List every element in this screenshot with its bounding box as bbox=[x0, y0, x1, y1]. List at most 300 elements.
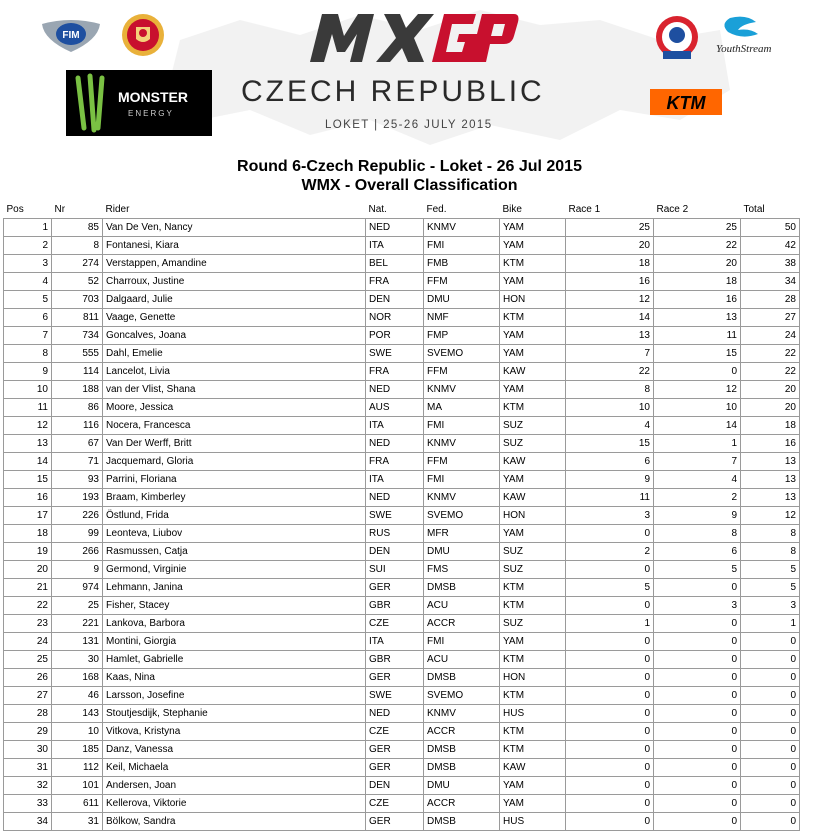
table-row bbox=[4, 795, 800, 813]
cell-nr: 30 bbox=[52, 651, 103, 669]
cell-nr: 85 bbox=[52, 219, 103, 237]
cell-nat: ITA bbox=[366, 633, 424, 651]
cell-pos: 34 bbox=[4, 813, 52, 831]
cell-fed: KNMV bbox=[424, 705, 500, 723]
cell-rider: Parrini, Floriana bbox=[103, 471, 366, 489]
cell-total: 8 bbox=[741, 525, 800, 543]
table-row bbox=[4, 741, 800, 759]
cell-nat: FRA bbox=[366, 363, 424, 381]
cell-nat: RUS bbox=[366, 525, 424, 543]
cell-rider: Nocera, Francesca bbox=[103, 417, 366, 435]
cell-pos: 31 bbox=[4, 759, 52, 777]
cell-fed: FMI bbox=[424, 417, 500, 435]
table-row bbox=[4, 273, 800, 291]
cell-nr: 185 bbox=[52, 741, 103, 759]
cell-bike: SUZ bbox=[500, 561, 566, 579]
cell-pos: 13 bbox=[4, 435, 52, 453]
table-row bbox=[4, 633, 800, 651]
cell-race2: 12 bbox=[654, 381, 741, 399]
cell-bike: SUZ bbox=[500, 417, 566, 435]
cell-nr: 811 bbox=[52, 309, 103, 327]
cell-rider: Jacquemard, Gloria bbox=[103, 453, 366, 471]
cell-nat: SWE bbox=[366, 345, 424, 363]
table-row bbox=[4, 255, 800, 273]
cell-pos: 17 bbox=[4, 507, 52, 525]
cell-rider: Moore, Jessica bbox=[103, 399, 366, 417]
cell-race2: 7 bbox=[654, 453, 741, 471]
cell-total: 12 bbox=[741, 507, 800, 525]
cell-race1: 10 bbox=[566, 399, 654, 417]
cell-total: 13 bbox=[741, 489, 800, 507]
cell-nr: 274 bbox=[52, 255, 103, 273]
cell-race1: 15 bbox=[566, 435, 654, 453]
cell-race2: 0 bbox=[654, 651, 741, 669]
cell-fed: FMP bbox=[424, 327, 500, 345]
cell-pos: 32 bbox=[4, 777, 52, 795]
table-row bbox=[4, 777, 800, 795]
cell-total: 5 bbox=[741, 561, 800, 579]
table-row bbox=[4, 219, 800, 237]
table-row bbox=[4, 399, 800, 417]
cell-race2: 0 bbox=[654, 579, 741, 597]
cell-nr: 52 bbox=[52, 273, 103, 291]
cell-pos: 7 bbox=[4, 327, 52, 345]
cell-total: 0 bbox=[741, 723, 800, 741]
cell-total: 8 bbox=[741, 543, 800, 561]
cell-nr: 71 bbox=[52, 453, 103, 471]
cell-race1: 13 bbox=[566, 327, 654, 345]
cell-race2: 8 bbox=[654, 525, 741, 543]
cell-nat: DEN bbox=[366, 291, 424, 309]
cell-pos: 8 bbox=[4, 345, 52, 363]
cell-total: 20 bbox=[741, 399, 800, 417]
cell-race1: 8 bbox=[566, 381, 654, 399]
cell-race2: 0 bbox=[654, 759, 741, 777]
cell-nat: NED bbox=[366, 705, 424, 723]
cell-pos: 23 bbox=[4, 615, 52, 633]
cell-bike: KAW bbox=[500, 489, 566, 507]
column-header-total: Total bbox=[743, 204, 765, 215]
table-row bbox=[4, 723, 800, 741]
cell-rider: Lehmann, Janina bbox=[103, 579, 366, 597]
cell-total: 27 bbox=[741, 309, 800, 327]
cell-total: 5 bbox=[741, 579, 800, 597]
cell-pos: 25 bbox=[4, 651, 52, 669]
cell-rider: Verstappen, Amandine bbox=[103, 255, 366, 273]
cell-fed: FMB bbox=[424, 255, 500, 273]
table-row bbox=[4, 597, 800, 615]
table-row bbox=[4, 705, 800, 723]
cell-bike: YAM bbox=[500, 219, 566, 237]
column-header-nr: Nr bbox=[54, 204, 66, 215]
cell-pos: 11 bbox=[4, 399, 52, 417]
cell-bike: YAM bbox=[500, 525, 566, 543]
cell-rider: Dahl, Emelie bbox=[103, 345, 366, 363]
cell-race2: 0 bbox=[654, 687, 741, 705]
cell-pos: 6 bbox=[4, 309, 52, 327]
cell-fed: ACU bbox=[424, 651, 500, 669]
cell-total: 13 bbox=[741, 471, 800, 489]
cell-race1: 7 bbox=[566, 345, 654, 363]
cell-total: 1 bbox=[741, 615, 800, 633]
fim-logo bbox=[38, 16, 104, 54]
cell-fed: DMU bbox=[424, 543, 500, 561]
cell-nr: 93 bbox=[52, 471, 103, 489]
cell-bike: KTM bbox=[500, 687, 566, 705]
cell-fed: DMU bbox=[424, 777, 500, 795]
cell-bike: KTM bbox=[500, 651, 566, 669]
cell-nat: NED bbox=[366, 219, 424, 237]
cell-race2: 16 bbox=[654, 291, 741, 309]
cell-race1: 22 bbox=[566, 363, 654, 381]
cell-total: 0 bbox=[741, 777, 800, 795]
cell-bike: KAW bbox=[500, 759, 566, 777]
cell-race1: 0 bbox=[566, 759, 654, 777]
cell-fed: SVEMO bbox=[424, 687, 500, 705]
cell-pos: 20 bbox=[4, 561, 52, 579]
cell-nat: GBR bbox=[366, 651, 424, 669]
cell-pos: 14 bbox=[4, 453, 52, 471]
cell-race2: 11 bbox=[654, 327, 741, 345]
cell-bike: YAM bbox=[500, 633, 566, 651]
table-header bbox=[4, 201, 800, 219]
cell-fed: SVEMO bbox=[424, 507, 500, 525]
cell-fed: KNMV bbox=[424, 435, 500, 453]
cell-race2: 4 bbox=[654, 471, 741, 489]
cell-race2: 14 bbox=[654, 417, 741, 435]
monster-logo-text: MONSTER bbox=[118, 89, 188, 105]
table-row bbox=[4, 453, 800, 471]
cell-bike: YAM bbox=[500, 273, 566, 291]
cell-nat: NED bbox=[366, 489, 424, 507]
cell-rider: Fontanesi, Kiara bbox=[103, 237, 366, 255]
cell-nat: BEL bbox=[366, 255, 424, 273]
table-row bbox=[4, 345, 800, 363]
cell-race1: 6 bbox=[566, 453, 654, 471]
cell-bike: KTM bbox=[500, 579, 566, 597]
cell-bike: KAW bbox=[500, 363, 566, 381]
cell-nat: GER bbox=[366, 741, 424, 759]
cell-fed: KNMV bbox=[424, 381, 500, 399]
cell-nr: 734 bbox=[52, 327, 103, 345]
cell-race1: 3 bbox=[566, 507, 654, 525]
table-row bbox=[4, 417, 800, 435]
cell-race2: 0 bbox=[654, 723, 741, 741]
cell-nr: 9 bbox=[52, 561, 103, 579]
cell-nr: 266 bbox=[52, 543, 103, 561]
cell-race2: 0 bbox=[654, 615, 741, 633]
cell-race2: 22 bbox=[654, 237, 741, 255]
table-row bbox=[4, 291, 800, 309]
cell-fed: ACU bbox=[424, 597, 500, 615]
cell-nr: 611 bbox=[52, 795, 103, 813]
cell-rider: van der Vlist, Shana bbox=[103, 381, 366, 399]
column-header-race2: Race 2 bbox=[656, 204, 689, 215]
cell-rider: Hamlet, Gabrielle bbox=[103, 651, 366, 669]
cell-total: 20 bbox=[741, 381, 800, 399]
column-header-fed: Fed. bbox=[426, 204, 447, 215]
cell-pos: 19 bbox=[4, 543, 52, 561]
youthstream-logo bbox=[712, 14, 790, 58]
cell-nat: ITA bbox=[366, 417, 424, 435]
mx-kid-badge-logo bbox=[655, 13, 699, 63]
cell-race2: 6 bbox=[654, 543, 741, 561]
cell-rider: Andersen, Joan bbox=[103, 777, 366, 795]
mxgp-logo bbox=[304, 8, 520, 64]
cell-total: 0 bbox=[741, 687, 800, 705]
cell-total: 0 bbox=[741, 651, 800, 669]
cell-rider: Germond, Virginie bbox=[103, 561, 366, 579]
cell-race1: 0 bbox=[566, 651, 654, 669]
cell-race2: 1 bbox=[654, 435, 741, 453]
table-row bbox=[4, 813, 800, 831]
cell-total: 24 bbox=[741, 327, 800, 345]
cell-rider: Montini, Giorgia bbox=[103, 633, 366, 651]
cell-pos: 28 bbox=[4, 705, 52, 723]
cell-fed: DMSB bbox=[424, 813, 500, 831]
table-row bbox=[4, 489, 800, 507]
cell-bike: KTM bbox=[500, 723, 566, 741]
cell-fed: FFM bbox=[424, 363, 500, 381]
cell-nr: 226 bbox=[52, 507, 103, 525]
cell-nat: CZE bbox=[366, 723, 424, 741]
cell-pos: 27 bbox=[4, 687, 52, 705]
cell-total: 28 bbox=[741, 291, 800, 309]
cell-race2: 0 bbox=[654, 633, 741, 651]
table-row bbox=[4, 381, 800, 399]
cell-pos: 30 bbox=[4, 741, 52, 759]
cell-rider: Vaage, Genette bbox=[103, 309, 366, 327]
cell-race2: 5 bbox=[654, 561, 741, 579]
cell-nr: 143 bbox=[52, 705, 103, 723]
column-header-nat: Nat. bbox=[368, 204, 387, 215]
cell-total: 0 bbox=[741, 669, 800, 687]
cell-race2: 15 bbox=[654, 345, 741, 363]
cell-bike: HON bbox=[500, 507, 566, 525]
ktm-logo bbox=[650, 89, 722, 115]
cell-nat: SWE bbox=[366, 507, 424, 525]
cell-fed: DMSB bbox=[424, 741, 500, 759]
column-header-pos: Pos bbox=[6, 204, 24, 215]
cell-fed: FFM bbox=[424, 453, 500, 471]
cell-nr: 101 bbox=[52, 777, 103, 795]
cell-nr: 168 bbox=[52, 669, 103, 687]
cell-nr: 116 bbox=[52, 417, 103, 435]
cell-rider: Goncalves, Joana bbox=[103, 327, 366, 345]
cell-fed: DMSB bbox=[424, 579, 500, 597]
cell-rider: Östlund, Frida bbox=[103, 507, 366, 525]
monster-energy-logo bbox=[66, 70, 212, 136]
cell-nat: GER bbox=[366, 813, 424, 831]
cell-rider: Vitkova, Kristyna bbox=[103, 723, 366, 741]
cell-nat: GBR bbox=[366, 597, 424, 615]
cell-bike: HUS bbox=[500, 813, 566, 831]
cell-nr: 25 bbox=[52, 597, 103, 615]
cell-race1: 0 bbox=[566, 561, 654, 579]
cell-race2: 25 bbox=[654, 219, 741, 237]
cell-nr: 131 bbox=[52, 633, 103, 651]
cell-bike: YAM bbox=[500, 381, 566, 399]
cell-nr: 8 bbox=[52, 237, 103, 255]
table-row bbox=[4, 363, 800, 381]
cell-pos: 29 bbox=[4, 723, 52, 741]
cell-fed: DMSB bbox=[424, 759, 500, 777]
table-row bbox=[4, 669, 800, 687]
cell-fed: SVEMO bbox=[424, 345, 500, 363]
cell-bike: KTM bbox=[500, 255, 566, 273]
cell-rider: Danz, Vanessa bbox=[103, 741, 366, 759]
cell-pos: 1 bbox=[4, 219, 52, 237]
table-row bbox=[4, 561, 800, 579]
cell-race1: 5 bbox=[566, 579, 654, 597]
cell-nr: 67 bbox=[52, 435, 103, 453]
cell-total: 50 bbox=[741, 219, 800, 237]
cell-bike: KTM bbox=[500, 399, 566, 417]
cell-bike: KTM bbox=[500, 741, 566, 759]
cell-nr: 46 bbox=[52, 687, 103, 705]
cell-pos: 2 bbox=[4, 237, 52, 255]
cell-race1: 0 bbox=[566, 633, 654, 651]
cell-race1: 0 bbox=[566, 777, 654, 795]
report-subtitle: WMX - Overall Classification bbox=[301, 177, 518, 194]
cell-race1: 12 bbox=[566, 291, 654, 309]
cell-rider: Lankova, Barbora bbox=[103, 615, 366, 633]
cell-nat: ITA bbox=[366, 237, 424, 255]
cell-race1: 0 bbox=[566, 705, 654, 723]
cell-nat: CZE bbox=[366, 615, 424, 633]
ktm-logo-text: KTM bbox=[666, 93, 706, 113]
cell-total: 22 bbox=[741, 363, 800, 381]
cell-rider: Kaas, Nina bbox=[103, 669, 366, 687]
cell-race1: 20 bbox=[566, 237, 654, 255]
accr-crest-logo bbox=[121, 13, 165, 57]
cell-fed: ACCR bbox=[424, 795, 500, 813]
cell-fed: DMU bbox=[424, 291, 500, 309]
cell-bike: YAM bbox=[500, 795, 566, 813]
cell-nr: 31 bbox=[52, 813, 103, 831]
cell-rider: Keil, Michaela bbox=[103, 759, 366, 777]
table-row bbox=[4, 525, 800, 543]
cell-bike: YAM bbox=[500, 237, 566, 255]
cell-nat: DEN bbox=[366, 777, 424, 795]
cell-race1: 16 bbox=[566, 273, 654, 291]
cell-rider: Kellerova, Viktorie bbox=[103, 795, 366, 813]
cell-total: 0 bbox=[741, 741, 800, 759]
table-row bbox=[4, 543, 800, 561]
cell-pos: 15 bbox=[4, 471, 52, 489]
cell-nr: 99 bbox=[52, 525, 103, 543]
cell-bike: SUZ bbox=[500, 615, 566, 633]
table-row bbox=[4, 471, 800, 489]
cell-rider: Bölkow, Sandra bbox=[103, 813, 366, 831]
table-row bbox=[4, 687, 800, 705]
cell-fed: FMI bbox=[424, 237, 500, 255]
cell-rider: Stoutjesdijk, Stephanie bbox=[103, 705, 366, 723]
cell-race1: 9 bbox=[566, 471, 654, 489]
cell-pos: 18 bbox=[4, 525, 52, 543]
cell-bike: HON bbox=[500, 291, 566, 309]
cell-pos: 4 bbox=[4, 273, 52, 291]
cell-rider: Van De Ven, Nancy bbox=[103, 219, 366, 237]
cell-race2: 0 bbox=[654, 813, 741, 831]
cell-race1: 0 bbox=[566, 813, 654, 831]
cell-nat: GER bbox=[366, 759, 424, 777]
table-row bbox=[4, 615, 800, 633]
cell-pos: 26 bbox=[4, 669, 52, 687]
cell-pos: 5 bbox=[4, 291, 52, 309]
cell-fed: FMI bbox=[424, 471, 500, 489]
cell-nr: 193 bbox=[52, 489, 103, 507]
cell-fed: MFR bbox=[424, 525, 500, 543]
cell-nr: 10 bbox=[52, 723, 103, 741]
cell-nat: DEN bbox=[366, 543, 424, 561]
cell-pos: 22 bbox=[4, 597, 52, 615]
cell-race1: 25 bbox=[566, 219, 654, 237]
cell-race1: 0 bbox=[566, 687, 654, 705]
event-location-dates: LOKET | 25-26 JULY 2015 bbox=[325, 119, 493, 131]
cell-fed: FMS bbox=[424, 561, 500, 579]
cell-fed: ACCR bbox=[424, 723, 500, 741]
table-body bbox=[4, 219, 800, 831]
cell-nr: 114 bbox=[52, 363, 103, 381]
cell-nat: AUS bbox=[366, 399, 424, 417]
cell-pos: 10 bbox=[4, 381, 52, 399]
table-row bbox=[4, 309, 800, 327]
cell-race2: 20 bbox=[654, 255, 741, 273]
monster-logo-subtext: ENERGY bbox=[128, 109, 174, 118]
cell-total: 0 bbox=[741, 813, 800, 831]
event-banner bbox=[0, 0, 819, 150]
cell-race2: 9 bbox=[654, 507, 741, 525]
column-header-race1: Race 1 bbox=[568, 204, 601, 215]
cell-pos: 33 bbox=[4, 795, 52, 813]
fim-logo-text: FIM bbox=[62, 30, 80, 41]
cell-pos: 24 bbox=[4, 633, 52, 651]
cell-bike: YAM bbox=[500, 471, 566, 489]
cell-rider: Dalgaard, Julie bbox=[103, 291, 366, 309]
table-row bbox=[4, 579, 800, 597]
cell-nat: SWE bbox=[366, 687, 424, 705]
cell-fed: FMI bbox=[424, 633, 500, 651]
cell-bike: YAM bbox=[500, 345, 566, 363]
table-row bbox=[4, 237, 800, 255]
cell-nr: 555 bbox=[52, 345, 103, 363]
cell-rider: Larsson, Josefine bbox=[103, 687, 366, 705]
cell-race1: 0 bbox=[566, 669, 654, 687]
cell-rider: Leonteva, Liubov bbox=[103, 525, 366, 543]
cell-nat: ITA bbox=[366, 471, 424, 489]
cell-rider: Charroux, Justine bbox=[103, 273, 366, 291]
cell-race1: 0 bbox=[566, 795, 654, 813]
cell-race2: 0 bbox=[654, 705, 741, 723]
cell-race2: 13 bbox=[654, 309, 741, 327]
cell-race2: 0 bbox=[654, 363, 741, 381]
cell-pos: 3 bbox=[4, 255, 52, 273]
cell-bike: SUZ bbox=[500, 543, 566, 561]
cell-total: 0 bbox=[741, 795, 800, 813]
table-row bbox=[4, 507, 800, 525]
cell-nat: NED bbox=[366, 435, 424, 453]
cell-race1: 0 bbox=[566, 723, 654, 741]
cell-pos: 9 bbox=[4, 363, 52, 381]
cell-race2: 0 bbox=[654, 777, 741, 795]
cell-race1: 1 bbox=[566, 615, 654, 633]
cell-race1: 11 bbox=[566, 489, 654, 507]
cell-rider: Braam, Kimberley bbox=[103, 489, 366, 507]
cell-total: 0 bbox=[741, 759, 800, 777]
column-header-bike: Bike bbox=[502, 204, 522, 215]
cell-nr: 221 bbox=[52, 615, 103, 633]
